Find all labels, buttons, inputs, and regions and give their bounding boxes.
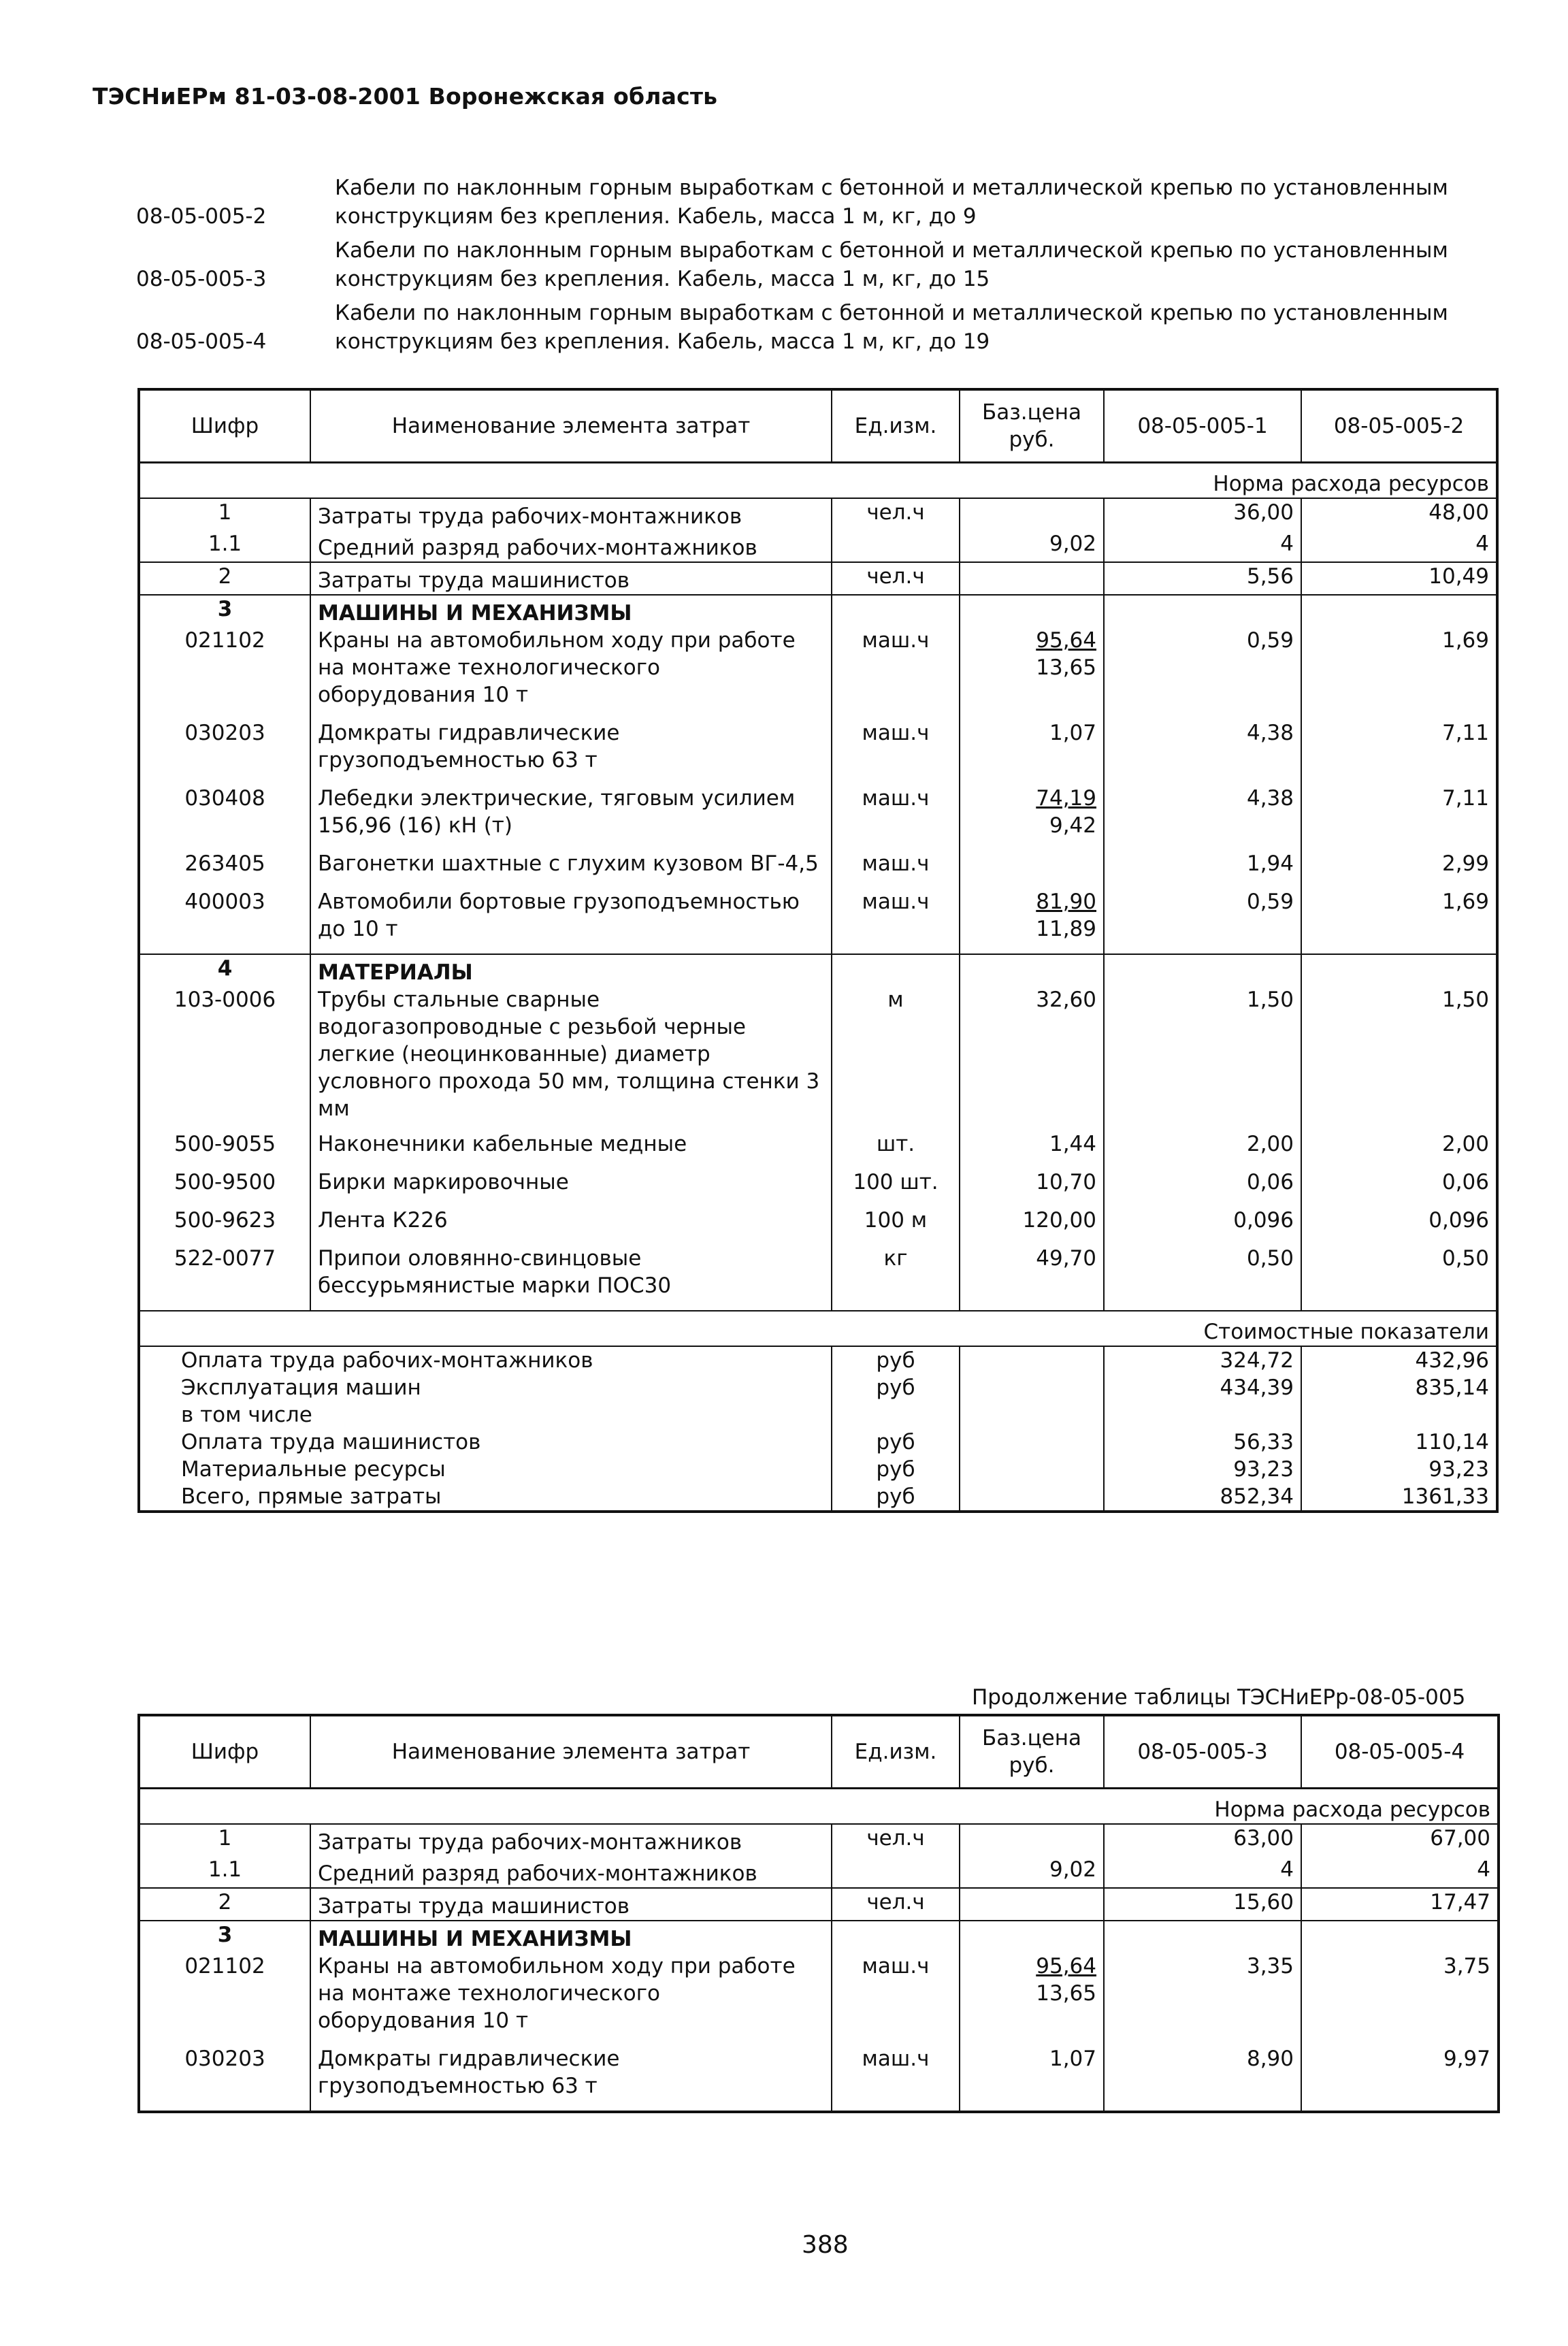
header-code: Шифр	[139, 1715, 310, 1789]
description-item	[136, 299, 1497, 356]
row-value-1: 36,00	[1104, 498, 1301, 530]
table-row	[139, 888, 1497, 954]
row-unit: 100 шт.	[832, 1169, 960, 1207]
row-unit: маш.ч	[832, 1953, 960, 2045]
row-unit	[832, 595, 960, 627]
cost-price	[960, 1429, 1104, 1456]
row-price	[960, 986, 1104, 1130]
cost-value-1: 852,34	[1104, 1483, 1301, 1512]
table-row	[139, 1824, 1499, 1856]
header-col1: 08-05-005-3	[1104, 1715, 1301, 1789]
continuation-label: Продолжение таблицы ТЭСНиЕРр-08-05-005	[972, 1685, 1466, 1710]
row-unit: маш.ч	[832, 850, 960, 888]
row-code: 3	[139, 595, 310, 627]
cost-value-2	[1301, 1401, 1497, 1429]
row-code: 500-9623	[139, 1207, 310, 1245]
row-value-2: 2,99	[1441, 851, 1489, 876]
row-name: Затраты труда машинистов	[310, 1888, 832, 1921]
header-name: Наименование элемента затрат	[310, 1715, 832, 1789]
table-row	[139, 1953, 1499, 2045]
row-value-1: 0,50	[1104, 1245, 1301, 1311]
row-price	[960, 1856, 1104, 1888]
row-name: Наконечники кабельные медные	[310, 1130, 832, 1169]
table-row	[139, 1169, 1497, 1207]
table-row	[139, 627, 1497, 719]
row-value-1: 0,096	[1104, 1207, 1301, 1245]
row-value-1: 0,06	[1104, 1169, 1301, 1207]
row-value-2: 1,69	[1441, 628, 1489, 653]
cost-price	[960, 1483, 1104, 1512]
cost-value-2: 835,14	[1415, 1375, 1489, 1400]
table-header-row	[139, 389, 1497, 463]
row-price	[960, 530, 1104, 562]
table-row	[139, 1245, 1497, 1311]
row-unit: чел.ч	[832, 1888, 960, 1921]
description-item	[136, 236, 1497, 293]
row-name: Трубы стальные сварные водогазопроводные с резьбой черные легкие (неоцинкованные) диаметр условного прохода 50 мм, толщина стенки 3 мм	[310, 986, 832, 1130]
norms-table-1	[137, 388, 1499, 1513]
row-name: Затраты труда машинистов	[310, 562, 832, 595]
row-value-1: 0,59	[1104, 627, 1301, 719]
table-row	[139, 719, 1497, 785]
price-value: 74,19	[1036, 786, 1096, 811]
row-unit	[832, 530, 960, 562]
row-value-2: 10,49	[1428, 564, 1489, 589]
header-col2: 08-05-005-2	[1333, 414, 1465, 438]
header-col2: 08-05-005-4	[1334, 1740, 1465, 1764]
row-value-1	[1104, 954, 1301, 986]
row-unit: шт.	[832, 1130, 960, 1169]
row-unit: маш.ч	[832, 785, 960, 850]
row-name: Затраты труда рабочих-монтажников	[310, 498, 832, 530]
row-value-1: 4	[1104, 530, 1301, 562]
row-value-1: 0,59	[1104, 888, 1301, 954]
cost-unit: руб	[832, 1346, 960, 1374]
row-value-2: 67,00	[1430, 1826, 1490, 1851]
price-value-secondary: 13,65	[1036, 1981, 1096, 2006]
cost-value-2: 110,14	[1415, 1430, 1489, 1454]
table-row	[139, 498, 1497, 530]
cost-row	[139, 1429, 1497, 1456]
table-row	[139, 1921, 1499, 1953]
row-value-2: 4	[1477, 1857, 1490, 1882]
row-price	[960, 562, 1104, 595]
row-price	[960, 1130, 1104, 1169]
header-unit: Ед.изм.	[832, 1715, 960, 1789]
row-price	[960, 1953, 1104, 2045]
cost-row	[139, 1483, 1497, 1512]
row-name: Автомобили бортовые грузоподъемностью до 10 т	[310, 888, 832, 954]
cost-unit: руб	[832, 1429, 960, 1456]
row-code: 103-0006	[139, 986, 310, 1130]
row-unit	[832, 1921, 960, 1953]
row-name: Домкраты гидравлические грузоподъемностью 63 т	[310, 719, 832, 785]
row-name: Средний разряд рабочих-монтажников	[310, 530, 832, 562]
row-price	[960, 498, 1104, 530]
description-item	[136, 174, 1497, 231]
row-value-2: 7,11	[1441, 786, 1489, 811]
cost-value-1: 56,33	[1104, 1429, 1301, 1456]
cost-row	[139, 1401, 1497, 1429]
header-code: Шифр	[139, 389, 310, 463]
price-value: 9,02	[1049, 1857, 1096, 1882]
row-price	[960, 595, 1104, 627]
norm-label: Норма расхода ресурсов	[139, 463, 1497, 499]
row-price	[960, 1921, 1104, 1953]
row-code: 1	[139, 1824, 310, 1856]
norms-table-2	[137, 1714, 1500, 2113]
price-value-secondary: 13,65	[1036, 655, 1096, 680]
table-row	[139, 1130, 1497, 1169]
row-price	[960, 1888, 1104, 1921]
row-name: Припои оловянно-свинцовые бессурьмянистые марки ПОС30	[310, 1245, 832, 1311]
row-value-2: 2,00	[1441, 1132, 1489, 1156]
table-row	[139, 1207, 1497, 1245]
row-value-1: 15,60	[1104, 1888, 1301, 1921]
row-unit: м	[832, 986, 960, 1130]
header-col1: 08-05-005-1	[1104, 389, 1301, 463]
cost-unit: руб	[832, 1456, 960, 1483]
row-code: 2	[139, 562, 310, 595]
description-text: Кабели по наклонным горным выработкам с бетонной и металлической крепью по установленным конструкциям без крепления. Кабель, масса 1 м, кг, до 9	[335, 176, 1448, 229]
row-price	[960, 1207, 1104, 1245]
row-unit: 100 м	[832, 1207, 960, 1245]
row-value-2: 9,97	[1443, 2047, 1490, 2071]
cost-value-1: 434,39	[1104, 1374, 1301, 1401]
row-value-2	[1301, 1921, 1499, 1953]
row-unit	[832, 954, 960, 986]
row-code: 2	[139, 1888, 310, 1921]
cost-value-2: 432,96	[1415, 1348, 1489, 1373]
row-unit	[832, 1856, 960, 1888]
table-row	[139, 986, 1497, 1130]
cost-price	[960, 1456, 1104, 1483]
row-code: 4	[139, 954, 310, 986]
row-code: 522-0077	[139, 1245, 310, 1311]
cost-value-1: 93,23	[1104, 1456, 1301, 1483]
description-code: 08-05-005-4	[136, 329, 267, 354]
row-value-1: 63,00	[1104, 1824, 1301, 1856]
norm-label-row	[139, 1789, 1499, 1825]
price-value: 1,07	[1049, 2047, 1096, 2071]
table-row	[139, 530, 1497, 562]
price-value: 32,60	[1036, 988, 1096, 1012]
row-code: 030203	[139, 719, 310, 785]
header-unit: Ед.изм.	[832, 389, 960, 463]
row-price	[960, 2045, 1104, 2112]
row-name: Краны на автомобильном ходу при работе на монтаже технологического оборудования 10 т	[310, 1953, 832, 2045]
description-text: Кабели по наклонным горным выработкам с бетонной и металлической крепью по установленным конструкциям без крепления. Кабель, масса 1 м, кг, до 15	[335, 238, 1448, 291]
row-value-1: 4	[1104, 1856, 1301, 1888]
norm-label-row	[139, 463, 1497, 499]
row-value-1: 8,90	[1104, 2045, 1301, 2112]
row-value-1: 4,38	[1104, 785, 1301, 850]
row-code: 263405	[139, 850, 310, 888]
row-value-1: 1,94	[1104, 850, 1301, 888]
row-value-2: 17,47	[1430, 1890, 1490, 1915]
cost-price	[960, 1401, 1104, 1429]
row-name: МАШИНЫ И МЕХАНИЗМЫ	[310, 1921, 832, 1953]
page-number: 388	[802, 2231, 849, 2259]
row-price	[960, 1245, 1104, 1311]
norm-label: Норма расхода ресурсов	[139, 1789, 1499, 1825]
row-code: 021102	[139, 1953, 310, 2045]
row-code: 1.1	[139, 530, 310, 562]
row-value-2: 4	[1475, 532, 1489, 556]
price-value: 120,00	[1022, 1208, 1096, 1233]
table-row	[139, 954, 1497, 986]
description-code: 08-05-005-3	[136, 267, 267, 291]
row-name: Вагонетки шахтные с глухим кузовом ВГ-4,5	[310, 850, 832, 888]
row-value-1: 4,38	[1104, 719, 1301, 785]
row-name: Краны на автомобильном ходу при работе на монтаже технологического оборудования 10 т	[310, 627, 832, 719]
cost-name: Всего, прямые затраты	[139, 1483, 832, 1512]
row-code: 500-9500	[139, 1169, 310, 1207]
header-price: Баз.цена руб.	[960, 1715, 1104, 1789]
row-code: 030408	[139, 785, 310, 850]
price-value: 10,70	[1036, 1170, 1096, 1194]
row-value-1	[1104, 595, 1301, 627]
description-text: Кабели по наклонным горным выработкам с бетонной и металлической крепью по установленным конструкциям без крепления. Кабель, масса 1 м, кг, до 19	[335, 301, 1448, 354]
cost-name: Эксплуатация машин	[139, 1374, 832, 1401]
table-row	[139, 785, 1497, 850]
row-unit: чел.ч	[832, 498, 960, 530]
price-value: 1,07	[1049, 721, 1096, 745]
table-row	[139, 562, 1497, 595]
cost-value-2: 1361,33	[1401, 1484, 1489, 1509]
cost-name: Оплата труда машинистов	[139, 1429, 832, 1456]
table-row	[139, 2045, 1499, 2112]
price-value: 95,64	[1036, 628, 1096, 653]
row-value-1: 1,50	[1104, 986, 1301, 1130]
row-price	[960, 719, 1104, 785]
cost-unit	[832, 1401, 960, 1429]
description-list	[136, 174, 1497, 361]
row-unit: маш.ч	[832, 719, 960, 785]
table-row	[139, 1888, 1499, 1921]
price-value-secondary: 9,42	[1049, 813, 1096, 838]
row-name: Домкраты гидравлические грузоподъемностью 63 т	[310, 2045, 832, 2112]
cost-unit: руб	[832, 1374, 960, 1401]
row-unit: чел.ч	[832, 562, 960, 595]
row-unit: маш.ч	[832, 888, 960, 954]
row-name: Бирки маркировочные	[310, 1169, 832, 1207]
row-value-2: 1,69	[1441, 890, 1489, 914]
cost-label-row	[139, 1311, 1497, 1346]
row-value-2: 7,11	[1441, 721, 1489, 745]
row-price	[960, 1169, 1104, 1207]
cost-name: Материальные ресурсы	[139, 1456, 832, 1483]
cost-row	[139, 1456, 1497, 1483]
row-name: МАШИНЫ И МЕХАНИЗМЫ	[310, 595, 832, 627]
table-row	[139, 1856, 1499, 1888]
row-name: МАТЕРИАЛЫ	[310, 954, 832, 986]
cost-value-2: 93,23	[1428, 1457, 1489, 1482]
price-value: 9,02	[1049, 532, 1096, 556]
row-name: Затраты труда рабочих-монтажников	[310, 1824, 832, 1856]
row-unit: маш.ч	[832, 2045, 960, 2112]
price-value: 95,64	[1036, 1954, 1096, 1978]
row-code: 1	[139, 498, 310, 530]
price-value: 49,70	[1036, 1246, 1096, 1271]
header-price: Баз.цена руб.	[960, 389, 1104, 463]
price-value: 1,44	[1049, 1132, 1096, 1156]
row-code: 021102	[139, 627, 310, 719]
description-code: 08-05-005-2	[136, 204, 267, 229]
row-value-2	[1301, 595, 1497, 627]
table-row	[139, 595, 1497, 627]
cost-unit: руб	[832, 1483, 960, 1512]
row-name: Средний разряд рабочих-монтажников	[310, 1856, 832, 1888]
cost-label: Стоимостные показатели	[139, 1311, 1497, 1346]
row-value-2: 0,06	[1441, 1170, 1489, 1194]
table-header-row	[139, 1715, 1499, 1789]
row-value-2: 48,00	[1428, 500, 1489, 525]
row-price	[960, 785, 1104, 850]
row-code: 3	[139, 1921, 310, 1953]
row-price	[960, 954, 1104, 986]
row-value-1	[1104, 1921, 1301, 1953]
cost-price	[960, 1374, 1104, 1401]
row-price	[960, 1824, 1104, 1856]
row-unit: маш.ч	[832, 627, 960, 719]
row-code: 030203	[139, 2045, 310, 2112]
cost-row	[139, 1346, 1497, 1374]
cost-name: в том числе	[139, 1401, 832, 1429]
row-value-2: 3,75	[1443, 1954, 1490, 1978]
row-unit: чел.ч	[832, 1824, 960, 1856]
price-value-secondary: 11,89	[1036, 917, 1096, 941]
row-code: 500-9055	[139, 1130, 310, 1169]
row-value-2: 0,50	[1441, 1246, 1489, 1271]
cost-value-1: 324,72	[1104, 1346, 1301, 1374]
row-value-1: 2,00	[1104, 1130, 1301, 1169]
row-code: 400003	[139, 888, 310, 954]
header-name: Наименование элемента затрат	[310, 389, 832, 463]
row-value-2: 1,50	[1441, 988, 1489, 1012]
page-title: ТЭСНиЕРм 81-03-08-2001 Воронежская область	[93, 83, 718, 110]
row-price	[960, 888, 1104, 954]
row-value-1: 5,56	[1104, 562, 1301, 595]
price-value: 81,90	[1036, 890, 1096, 914]
row-value-2: 0,096	[1428, 1208, 1489, 1233]
cost-name: Оплата труда рабочих-монтажников	[139, 1346, 832, 1374]
cost-value-1	[1104, 1401, 1301, 1429]
cost-row	[139, 1374, 1497, 1401]
row-value-1: 3,35	[1104, 1953, 1301, 2045]
row-unit: кг	[832, 1245, 960, 1311]
row-price	[960, 627, 1104, 719]
cost-price	[960, 1346, 1104, 1374]
row-value-2	[1301, 954, 1497, 986]
row-name: Лебедки электрические, тяговым усилием 156,96 (16) кН (т)	[310, 785, 832, 850]
row-name: Лента К226	[310, 1207, 832, 1245]
table-row	[139, 850, 1497, 888]
row-code: 1.1	[139, 1856, 310, 1888]
row-price	[960, 850, 1104, 888]
